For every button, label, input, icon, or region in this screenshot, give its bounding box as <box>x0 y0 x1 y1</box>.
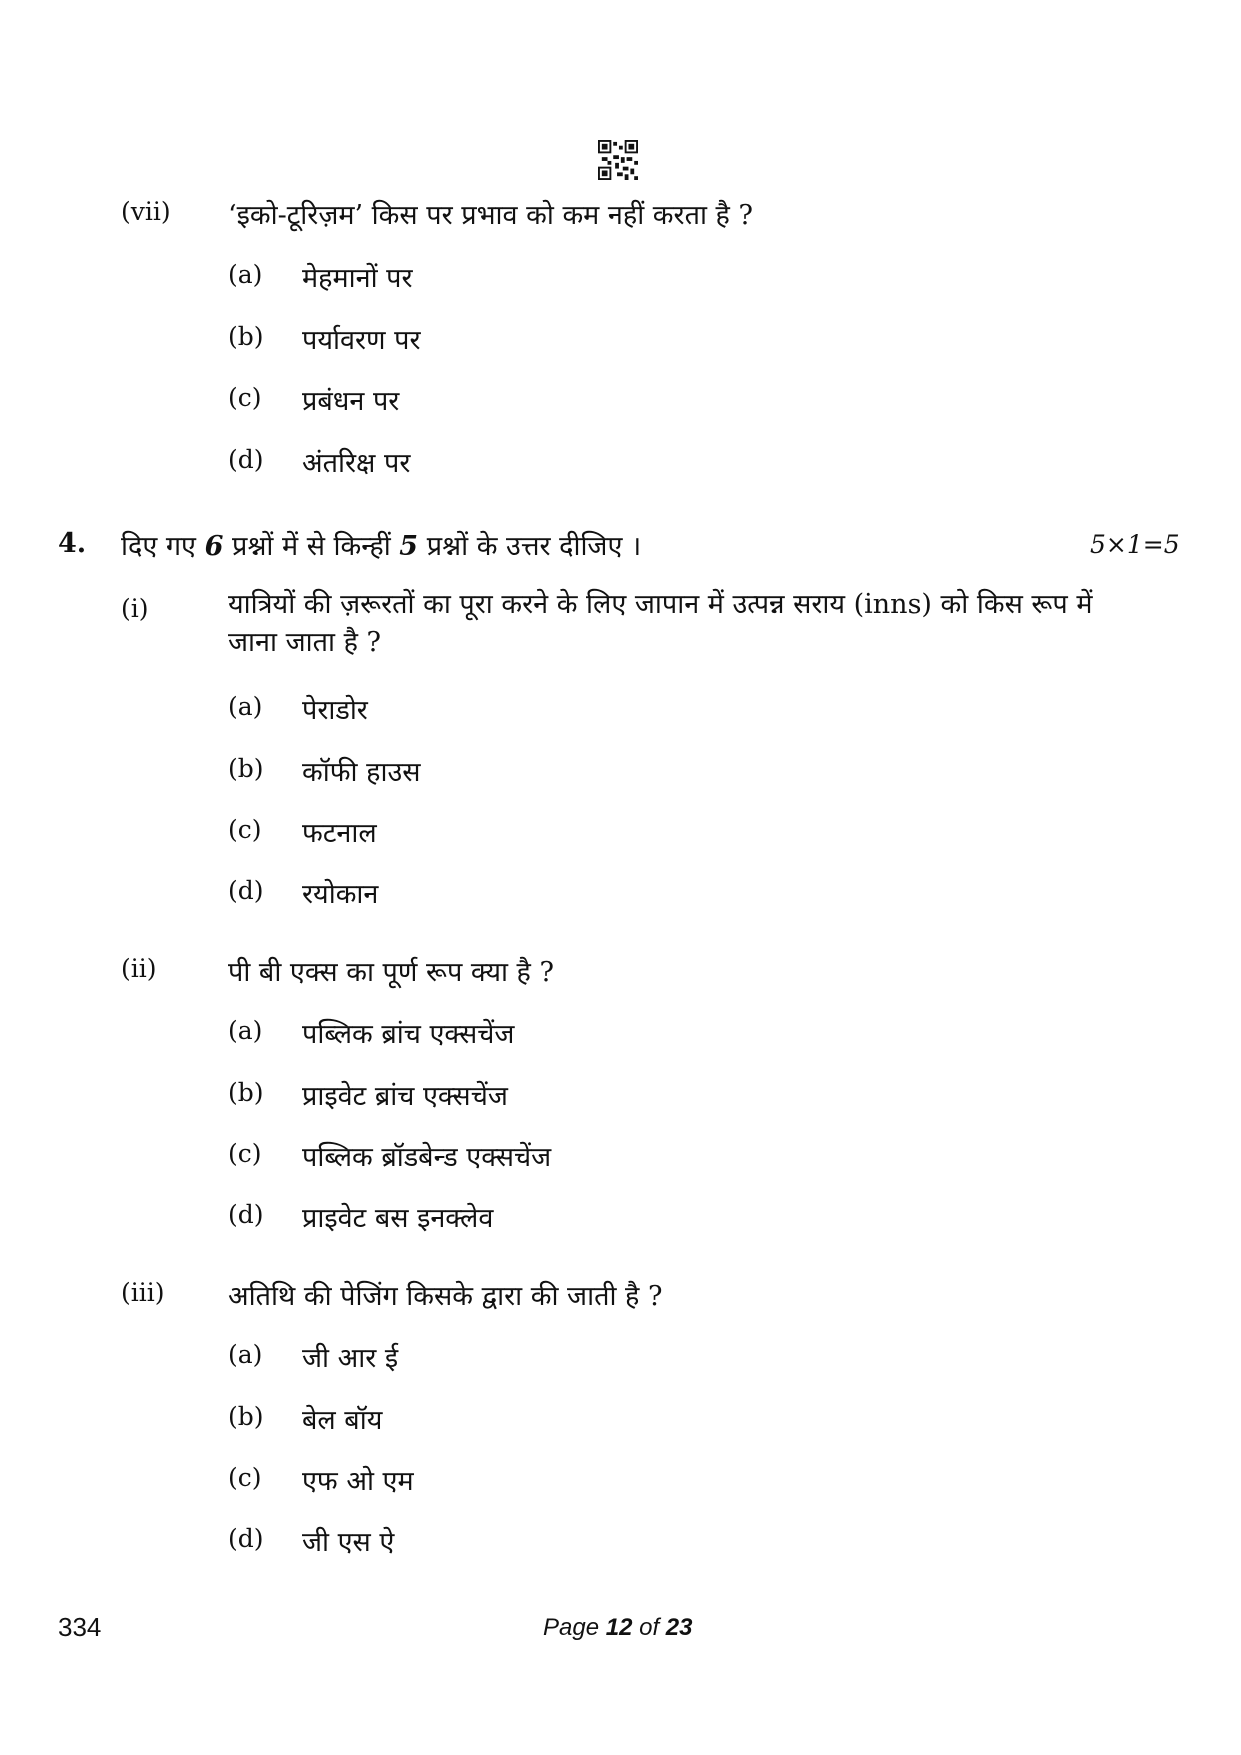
option-label: (a) <box>228 260 263 289</box>
option-text: प्राइवेट ब्रांच एक्सचेंज <box>302 1081 508 1112</box>
option-label: (c) <box>228 1139 262 1168</box>
question-number: 4. <box>58 528 87 559</box>
question-number: (ii) <box>121 954 157 983</box>
paper-code: 334 <box>58 1612 102 1642</box>
option-text: एफ ओ एम <box>302 1466 414 1497</box>
marks-allocation: 5×1=5 <box>1090 530 1180 559</box>
option-label: (c) <box>228 383 262 412</box>
question-number: (vii) <box>121 197 171 226</box>
option-text: पर्यावरण पर <box>302 325 421 356</box>
question-text: यात्रियों की ज़रूरतों का पूरा करने के लिए जापान में उत्पन्न सराय (inns) को किस रूप में जाना जाता है ? <box>228 589 1093 658</box>
option-text: पब्लिक ब्रांच एक्सचेंज <box>302 1019 515 1050</box>
option-label: (a) <box>228 1016 263 1045</box>
option-text: बेल बॉय <box>302 1405 383 1436</box>
option-text: जी आर ई <box>302 1343 399 1374</box>
option-text: पेराडोर <box>302 695 368 726</box>
option-label: (a) <box>228 692 263 721</box>
option-label: (d) <box>228 876 264 905</box>
option-label: (d) <box>228 1524 264 1553</box>
option-text: जी एस ऐ <box>302 1527 395 1558</box>
option-text: फटनाल <box>302 818 377 849</box>
option-label: (b) <box>228 322 264 351</box>
option-label: (c) <box>228 1463 262 1492</box>
option-text: मेहमानों पर <box>302 263 413 294</box>
option-label: (d) <box>228 1200 264 1229</box>
option-text: रयोकान <box>302 879 379 910</box>
option-label: (b) <box>228 1078 264 1107</box>
question-text: दिए गए 6 प्रश्नों में से किन्हीं 5 प्रश्नों के उत्तर दीजिए । <box>121 531 642 562</box>
option-text: प्राइवेट बस इनक्लेव <box>302 1203 494 1234</box>
question-number: (iii) <box>121 1278 165 1307</box>
option-label: (a) <box>228 1340 263 1369</box>
option-label: (b) <box>228 754 264 783</box>
option-text: प्रबंधन पर <box>302 386 400 417</box>
question-text: अतिथि की पेजिंग किसके द्वारा की जाती है ? <box>228 1281 663 1312</box>
option-label: (b) <box>228 1402 264 1431</box>
question-number: (i) <box>121 594 149 623</box>
question-text: ‘इको-टूरिज़म’ किस पर प्रभाव को कम नहीं करता है ? <box>228 200 753 231</box>
option-text: अंतरिक्ष पर <box>302 448 411 479</box>
page-number: Page 12 of 23 <box>543 1614 693 1641</box>
question-text: पी बी एक्स का पूर्ण रूप क्या है ? <box>228 957 554 988</box>
option-text: कॉफी हाउस <box>302 757 421 788</box>
option-label: (d) <box>228 445 264 474</box>
option-label: (c) <box>228 815 262 844</box>
qr-code-icon <box>598 140 638 180</box>
option-text: पब्लिक ब्रॉडबेन्ड एक्सचेंज <box>302 1142 552 1173</box>
